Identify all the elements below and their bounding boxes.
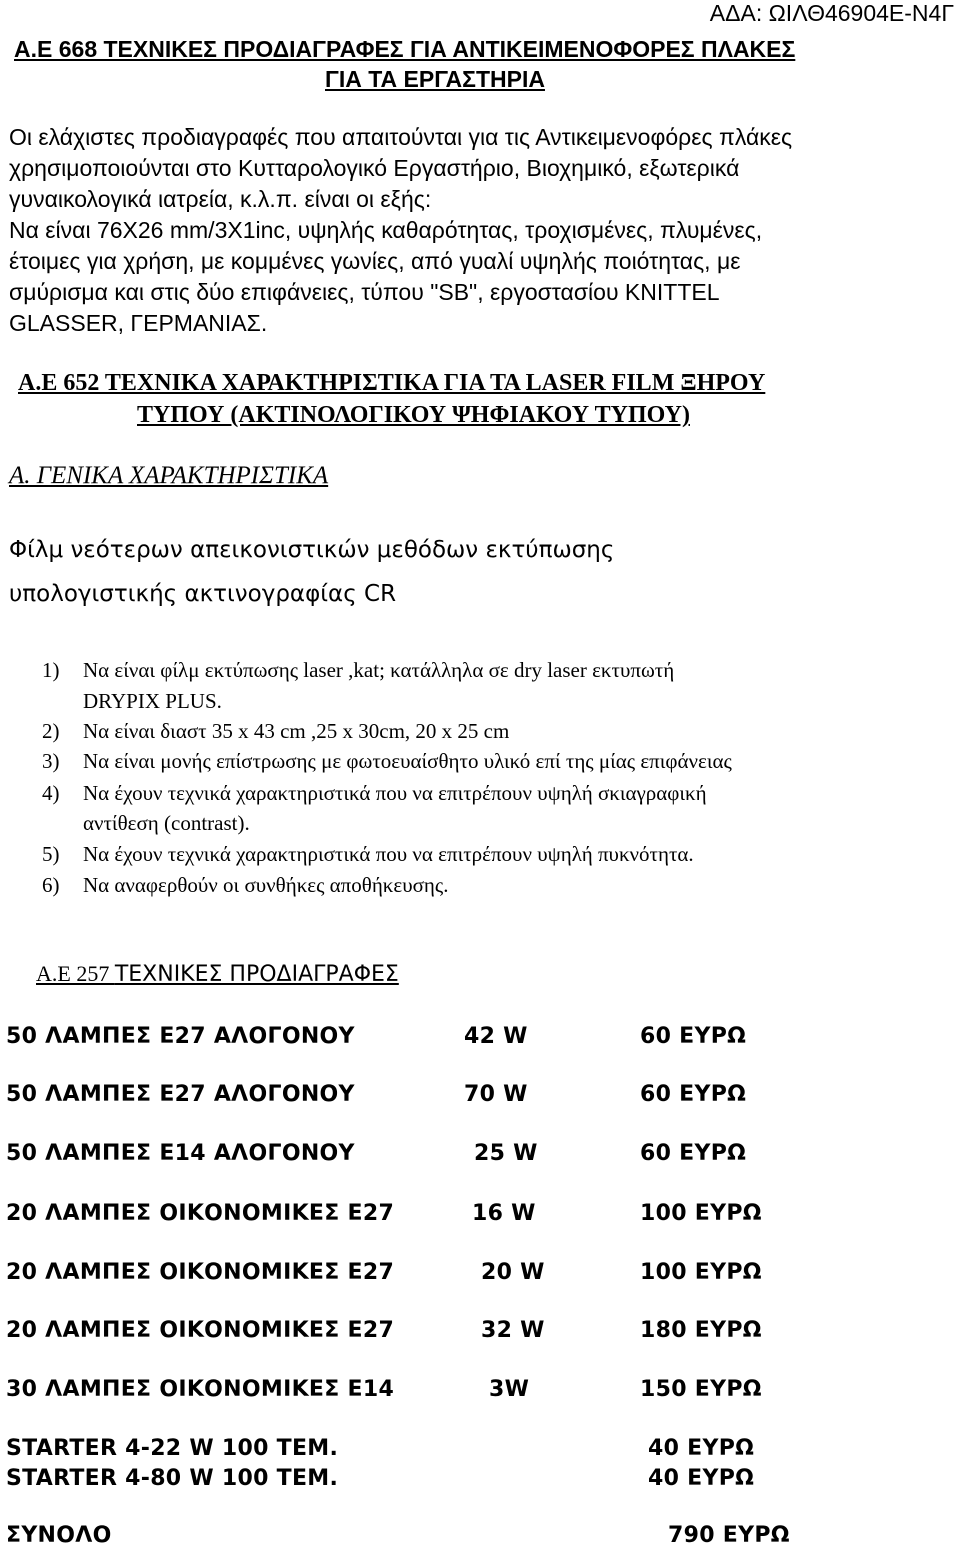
paragraph-line: GLASSER, ΓΕΡΜΑΝΙΑΣ. xyxy=(9,310,268,336)
list-item-text: DRYPIX PLUS. xyxy=(83,689,222,713)
row-price: 60 ΕΥΡΩ xyxy=(640,1141,747,1166)
paragraph-line: χρησιμοποιούνται στο Κυτταρολογικό Εργαστήριο, Βιοχημικό, εξωτερικά xyxy=(9,155,740,181)
list-item-text: Να αναφερθούν οι συνθήκες αποθήκευσης. xyxy=(83,873,449,897)
row-price: 100 ΕΥΡΩ xyxy=(640,1260,762,1285)
row-item: 50 ΛΑΜΠΕΣ Ε27 ΑΛΟΓΟΝΟΥ xyxy=(6,1082,355,1107)
row-item: 20 ΛΑΜΠΕΣ ΟΙΚΟΝΟΜΙΚΕΣ Ε27 xyxy=(6,1201,395,1226)
row-item: 20 ΛΑΜΠΕΣ ΟΙΚΟΝΟΜΙΚΕΣ Ε27 xyxy=(6,1260,395,1285)
section1-title-line1: Α.Ε 668 ΤΕΧΝΙΚΕΣ ΠΡΟΔΙΑΓΡΑΦΕΣ ΓΙΑ ΑΝΤΙΚΕΙΜΕΝΟΦΟΡΕΣ ΠΛΑΚΕΣ xyxy=(14,36,796,62)
film-line: Φίλμ νεότερων απεικονιστικών μεθόδων εκτύπωσης xyxy=(9,537,615,563)
list-item-text: Να έχουν τεχνικά χαρακτηριστικά που να επιτρέπουν υψηλή πυκνότητα. xyxy=(83,842,694,866)
row-watt: 3W xyxy=(489,1377,530,1402)
table-row xyxy=(6,1141,355,1166)
table-row xyxy=(6,1201,394,1226)
row-item: 20 ΛΑΜΠΕΣ ΟΙΚΟΝΟΜΙΚΕΣ Ε27 xyxy=(6,1318,395,1343)
row-price: 150 ΕΥΡΩ xyxy=(640,1377,762,1402)
row-watt: 32 W xyxy=(481,1318,545,1343)
ada-code: ΑΔΑ: ΩΙΛΘ46904Ε-Ν4Γ xyxy=(709,0,954,26)
paragraph-line: Να είναι 76Χ26 mm/3X1inc, υψηλής καθαρότητας, τροχισμένες, πλυμένες, xyxy=(9,217,763,243)
paragraph-line: Οι ελάχιστες προδιαγραφές που απαιτούνται για τις Αντικειμενοφόρες πλάκες xyxy=(9,124,793,150)
table-row xyxy=(6,1260,394,1285)
list-item-number: 2) xyxy=(42,719,60,743)
list-item-text: Να είναι μονής επίστρωσης με φωτοευαίσθητο υλικό επί της μίας επιφάνειας xyxy=(83,749,732,773)
row-price: 60 ΕΥΡΩ xyxy=(640,1024,747,1049)
list-item-number: 5) xyxy=(42,842,60,866)
list-item-text: Να έχουν τεχνικά χαρακτηριστικά που να επιτρέπουν υψηλή σκιαγραφική xyxy=(83,781,707,805)
row-watt: 20 W xyxy=(481,1260,545,1285)
row-price: 100 ΕΥΡΩ xyxy=(640,1201,762,1226)
row-item: 50 ΛΑΜΠΕΣ Ε14 ΑΛΟΓΟΝΟΥ xyxy=(6,1141,355,1166)
section3-title xyxy=(36,961,399,987)
section1-paragraph xyxy=(9,122,792,339)
row-price: 60 ΕΥΡΩ xyxy=(640,1082,747,1107)
list-item-text: Να είναι διαστ 35 x 43 cm ,25 x 30cm, 20 x 25 cm xyxy=(83,719,510,743)
starter-row-price: 40 ΕΥΡΩ xyxy=(648,1436,755,1461)
paragraph-line: γυναικολογικά ιατρεία, κ.λ.π. είναι οι εξής: xyxy=(9,186,432,212)
starter-row-price: 40 ΕΥΡΩ xyxy=(648,1466,755,1491)
section2-subtitle: Α. ΓΕΝΙΚΑ ΧΑΡΑΚΤΗΡΙΣΤΙΚΑ xyxy=(9,462,329,489)
table-row xyxy=(6,1377,394,1402)
row-item: 30 ΛΑΜΠΕΣ ΟΙΚΟΝΟΜΙΚΕΣ Ε14 xyxy=(6,1377,395,1402)
paragraph-line: έτοιμες για χρήση, με κομμένες γωνίες, από γυαλί υψηλής ποιότητας, με xyxy=(9,248,741,274)
section3-title-code: Α.Ε 257 xyxy=(36,961,115,986)
row-price: 180 ΕΥΡΩ xyxy=(640,1318,762,1343)
section1-title-line2: ΓΙΑ ΤΑ ΕΡΓΑΣΤΗΡΙΑ xyxy=(325,66,545,92)
row-watt: 42 W xyxy=(464,1024,528,1049)
table-row xyxy=(6,1318,394,1343)
list-item-number: 4) xyxy=(42,781,60,805)
table-row xyxy=(6,1024,355,1049)
section3-title-text: ΤΕΧΝΙΚΕΣ ΠΡΟΔΙΑΓΡΑΦΕΣ xyxy=(114,962,399,987)
section2-film-description xyxy=(9,528,614,616)
section2-title-line1: Α.Ε 652 ΤΕΧΝΙΚΑ ΧΑΡΑΚΤΗΡΙΣΤΙΚΑ ΓΙΑ ΤΑ LASER FILM ΞΗΡΟΥ xyxy=(18,370,766,396)
list-item-number: 1) xyxy=(42,658,60,682)
table-row xyxy=(6,1082,355,1107)
row-watt: 25 W xyxy=(474,1141,538,1166)
film-line: υπολογιστικής ακτινογραφίας CR xyxy=(9,581,397,607)
list-item-number: 3) xyxy=(42,749,60,773)
row-watt: 70 W xyxy=(464,1082,528,1107)
list-item-text: αντίθεση (contrast). xyxy=(83,811,250,835)
total-label: ΣΥΝΟΛΟ xyxy=(6,1523,112,1548)
row-watt: 16 W xyxy=(472,1201,536,1226)
total-price: 790 ΕΥΡΩ xyxy=(668,1523,790,1548)
starter-row-item: STARTER 4-80 W 100 TEM. xyxy=(6,1466,339,1491)
starter-row-item: STARTER 4-22 W 100 TEM. xyxy=(6,1436,339,1461)
list-item-number: 6) xyxy=(42,873,60,897)
row-item: 50 ΛΑΜΠΕΣ Ε27 ΑΛΟΓΟΝΟΥ xyxy=(6,1024,355,1049)
list-item-text: Να είναι φίλμ εκτύπωσης laser ,kat; κατάλληλα σε dry laser εκτυπωτή xyxy=(83,658,675,682)
section2-title-line2: ΤΥΠΟΥ (ΑΚΤΙΝΟΛΟΓΙΚΟΥ ΨΗΦΙΑΚΟΥ ΤΥΠΟΥ) xyxy=(137,402,690,428)
paragraph-line: σμύρισμα και στις δύο επιφάνειες, τύπου "SB", εργοστασίου KNITTEL xyxy=(9,279,720,305)
